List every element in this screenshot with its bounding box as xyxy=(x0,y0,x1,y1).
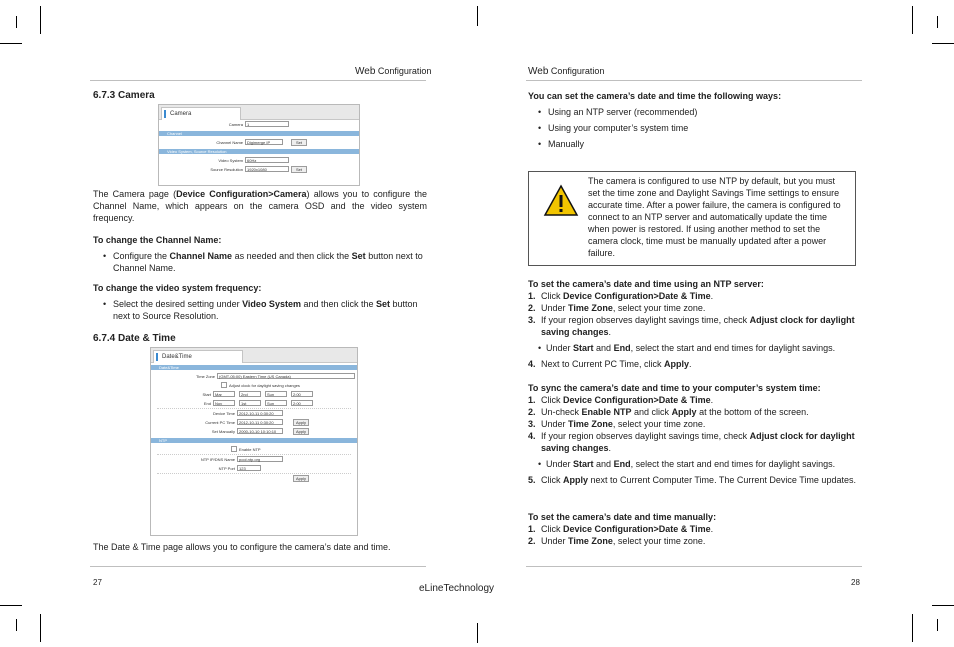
date-tab-bar xyxy=(151,348,357,363)
camera-row: Camera 1 xyxy=(159,120,359,129)
ntp-sub-bullet: • Under Start and End, select the start and end times for daylight savings. xyxy=(528,342,860,354)
ntp-port-row: NTP Port 123 xyxy=(151,464,357,473)
end-time-select[interactable]: 2:00 xyxy=(291,400,313,406)
right-page-number: 28 xyxy=(851,578,860,587)
left-header-rule xyxy=(90,80,426,81)
ntp-port-input[interactable]: 123 xyxy=(237,465,261,471)
manual-steps: To set the camera’s date and time manually: 1. Click Device Configuration>Date & Time. 2. Under Time Zone, select your time zone. xyxy=(528,511,860,547)
video-system-select[interactable]: 60Hz xyxy=(245,157,289,163)
note-text: The camera is configured to use NTP by default, but you must set the time zone and Daylight Savings Time settings to ensure accurate time. After a power failure, the camera is configured to connect to an NTP server and automatically update the time when power is restored. If using another method to set the camera clock, time must be manually updated after a power failure. xyxy=(588,176,841,258)
date-methods: You can set the camera’s date and time the following ways: • Using an NTP server (recommended) • Using your computer’s system time • Manually xyxy=(528,90,860,150)
pc-time-apply-button[interactable]: Apply xyxy=(293,419,309,426)
ntp-server-row: NTP IP/DNS Name pool.ntp.org xyxy=(151,455,357,464)
current-pc-time-row: Current PC Time 2012-10-11 0:30:20 Apply xyxy=(151,418,357,427)
ntp-step: 2. Under Time Zone, select your time zone. xyxy=(528,303,706,313)
crop-mark xyxy=(477,623,478,643)
dst-checkbox[interactable] xyxy=(221,382,227,388)
sync-step: 5. Click Apply next to Current Computer Time. The Current Device Time updates. xyxy=(528,475,856,485)
time-zone-select[interactable]: (GMT-05:00) Eastern Time (US Canada) xyxy=(217,373,355,379)
start-day-select[interactable]: Sun xyxy=(265,391,287,397)
left-footer-rule xyxy=(90,566,426,567)
crop-mark xyxy=(40,614,41,642)
ntp-note-box xyxy=(528,171,856,266)
channel-section-bar: Channel xyxy=(159,131,359,136)
left-running-header: Web Configuration xyxy=(355,66,432,77)
left-page-number: 27 xyxy=(93,578,102,587)
device-time-field: 2012-10-11 0:30:20 xyxy=(237,410,283,416)
crop-mark xyxy=(937,16,938,28)
camera-select[interactable]: 1 xyxy=(245,121,289,127)
sync-sub-bullet: • Under Start and End, select the start and end times for daylight savings. xyxy=(528,458,860,470)
device-time-row: Device Time 2012-10-11 0:30:20 xyxy=(151,409,357,418)
channel-section: To change the Channel Name: • Configure the Channel Name as needed and then click the Set button next to Channel Name. xyxy=(93,234,427,274)
right-running-header: Web Configuration xyxy=(528,66,605,77)
video-section: To change the video system frequency: • Select the desired setting under Video System and then click the Set button next to Source Resolution. xyxy=(93,282,427,322)
ntp-step: 3. If your region observes daylight savings time, check Adjust clock for daylight saving changes. xyxy=(528,315,855,337)
time-zone-row: Time Zone (GMT-05:00) Eastern Time (US Canada) xyxy=(151,372,357,381)
ntp-apply-button[interactable]: Apply xyxy=(293,475,309,482)
camera-tab-bar xyxy=(159,105,359,120)
video-system-row: Video System 60Hz xyxy=(159,156,359,165)
crop-mark xyxy=(16,16,17,28)
ntp-steps: To set the camera’s date and time using an NTP server: 1. Click Device Configuration>Date & Time. 2. Under Time Zone, select your time zone. 3. If your region observes daylight savings time, check Adjust clock for daylight saving changes. • Under Start and End, select the start and end times for daylight savings. 4. Next to Current PC Time, click Apply. xyxy=(528,278,860,370)
date-tab: Date&Time xyxy=(153,350,243,363)
warning-icon xyxy=(543,184,579,218)
start-week-select[interactable]: 2nd xyxy=(239,391,261,397)
camera-heading: 6.7.3 Camera xyxy=(93,90,155,101)
source-resolution-select[interactable]: 1920x1080 xyxy=(245,166,289,172)
current-pc-time-field: 2012-10-11 0:30:20 xyxy=(237,419,283,425)
manual-step: 1. Click Device Configuration>Date & Time. xyxy=(528,524,714,534)
way-item: • Manually xyxy=(528,138,860,150)
crop-mark xyxy=(477,6,478,26)
brand-name: eLineTechnology xyxy=(419,583,495,594)
enable-ntp-checkbox[interactable] xyxy=(231,446,237,452)
right-footer-rule xyxy=(526,566,862,567)
crop-mark xyxy=(16,619,17,631)
channel-name-row: Channel Name Digimerge IP Set xyxy=(159,138,359,147)
dst-row: Adjust clock for daylight saving changes xyxy=(151,381,357,390)
end-day-select[interactable]: Sun xyxy=(265,400,287,406)
camera-tab: Camera xyxy=(161,107,241,120)
ntp-step: 1. Click Device Configuration>Date & Time. xyxy=(528,291,714,301)
sync-step: 3. Under Time Zone, select your time zone. xyxy=(528,419,706,429)
way-item: • Using an NTP server (recommended) xyxy=(528,106,860,118)
crop-mark xyxy=(912,6,913,34)
date-caption: The Date & Time page allows you to configure the camera’s date and time. xyxy=(93,542,391,552)
date-section-bar: Date&Time xyxy=(151,365,357,370)
date-time-screenshot xyxy=(150,347,358,536)
dst-start-row: Start Mar 2nd Sun 2:00 xyxy=(151,390,357,399)
crop-mark xyxy=(932,605,954,606)
crop-mark xyxy=(912,614,913,642)
channel-name-input[interactable]: Digimerge IP xyxy=(245,139,283,145)
ntp-server-input[interactable]: pool.ntp.org xyxy=(237,456,283,462)
crop-mark xyxy=(0,43,22,44)
crop-mark xyxy=(0,605,22,606)
set-manually-input[interactable]: 2000-10-10 10:10:10 xyxy=(237,428,283,434)
start-month-select[interactable]: Mar xyxy=(213,391,235,397)
source-resolution-row: Source Resolution 1920x1080 Set xyxy=(159,165,359,174)
camera-intro: The Camera page (Device Configuration>Camera) allows you to configure the Channel Name, which appears on the camera OSD and the video system frequency. xyxy=(93,189,427,223)
end-month-select[interactable]: Nov xyxy=(213,400,235,406)
ntp-step: 4. Next to Current PC Time, click Apply. xyxy=(528,359,692,369)
end-week-select[interactable]: 1st xyxy=(239,400,261,406)
video-section-bar: Video System, Source Resolution xyxy=(159,149,359,154)
ntp-apply-row xyxy=(151,474,357,483)
crop-mark xyxy=(937,619,938,631)
manual-step: 2. Under Time Zone, select your time zone. xyxy=(528,536,706,546)
crop-mark xyxy=(932,43,954,44)
date-heading: 6.7.4 Date & Time xyxy=(93,333,176,344)
sync-step: 1. Click Device Configuration>Date & Time. xyxy=(528,395,714,405)
ntp-section-bar: NTP xyxy=(151,438,357,443)
sync-step: 4. If your region observes daylight savings time, check Adjust clock for daylight saving changes. xyxy=(528,431,855,453)
manual-apply-button[interactable]: Apply xyxy=(293,428,309,435)
dst-end-row: End Nov 1st Sun 2:00 xyxy=(151,399,357,408)
crop-mark xyxy=(40,6,41,34)
video-bullet: • Select the desired setting under Video System and then click the Set button next to Source Resolution. xyxy=(93,298,427,322)
channel-set-button[interactable]: Set xyxy=(291,139,307,146)
set-manually-row: Set Manually 2000-10-10 10:10:10 Apply xyxy=(151,427,357,436)
enable-ntp-row: Enable NTP xyxy=(151,445,357,454)
start-time-select[interactable]: 2:00 xyxy=(291,391,313,397)
channel-bullet: • Configure the Channel Name as needed and then click the Set button next to Channel Name. xyxy=(93,250,427,274)
camera-screenshot xyxy=(158,104,360,186)
sync-step: 2. Un-check Enable NTP and click Apply at the bottom of the screen. xyxy=(528,407,809,417)
sync-steps: To sync the camera’s date and time to your computer’s system time: 1. Click Device Configuration>Date & Time. 2. Un-check Enable NTP and click Apply at the bottom of the screen. 3. Under Time Zone, select your time zone. 4. If your region observes daylight savings time, check Adjust clock for daylight saving changes. • Under Start and End, select the start and end times for daylight savings. 5. Click Apply next to Current Computer Time. The Current Device Time updates. xyxy=(528,382,860,486)
way-item: • Using your computer’s system time xyxy=(528,122,860,134)
right-header-rule xyxy=(526,80,862,81)
resolution-set-button[interactable]: Set xyxy=(291,166,307,173)
